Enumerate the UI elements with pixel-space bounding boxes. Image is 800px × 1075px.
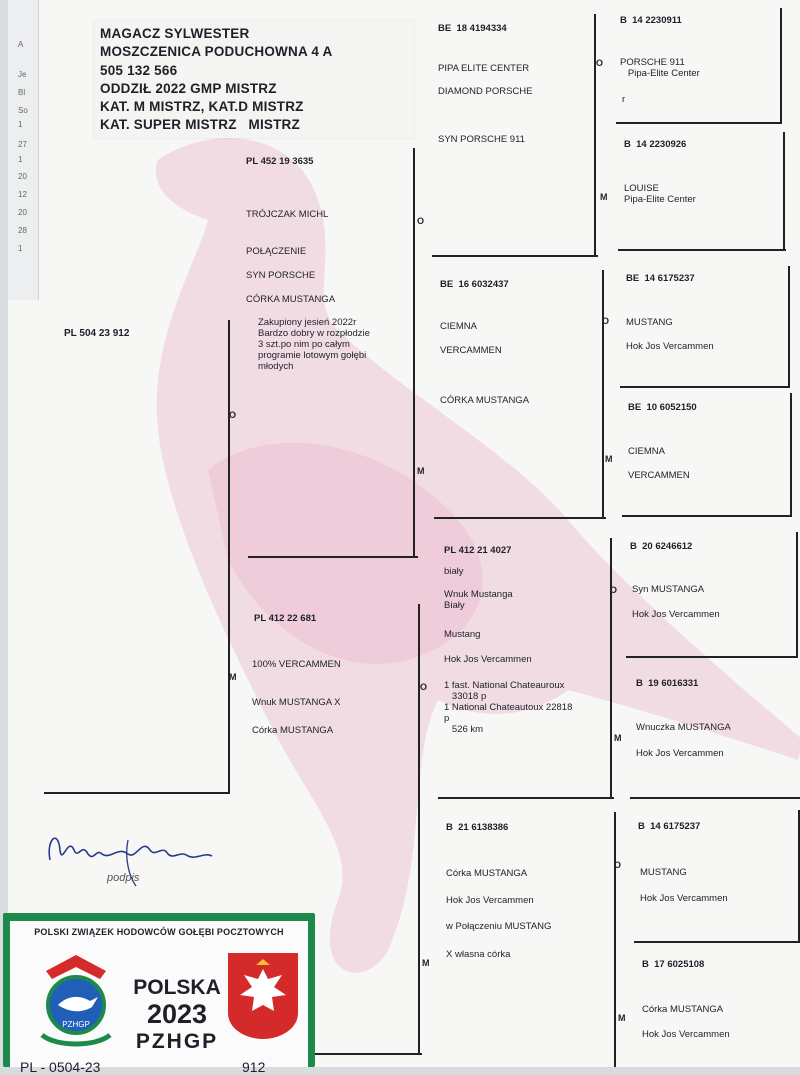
mmm-ring: B 17 6025108 [642,959,705,970]
card-year: 2023 [146,999,208,1029]
mfm-marker: M [614,733,622,743]
fm-ring: BE 16 6032437 [440,279,509,290]
fmf-text: Hok Jos Vercammen [626,341,714,352]
signature-label: podpis [107,872,140,884]
father-text: SYN PORSCHE [246,270,316,281]
bracket-line [438,797,614,799]
pedigree-sheet [8,0,800,1067]
bracket-line [634,941,800,943]
mother-text: Córka MUSTANGA [252,725,334,736]
ff-text: SYN PORSCHE 911 [438,134,525,145]
bracket-line [622,515,792,517]
bracket-line [780,8,782,124]
ffm-ring: B 14 2230926 [624,139,687,150]
mf-text: biały [444,566,464,577]
mfm-text: Wnuczka MUSTANGA [636,722,731,733]
breeder-title: ODDZIŁ 2022 GMP MISTRZ [100,81,277,96]
under-text: 20 [18,208,27,217]
under-text: So [18,106,28,115]
fff-text: r [622,94,626,105]
mmf-marker: O [614,860,622,870]
breeder-title: KAT. M MISTRZ, KAT.D MISTRZ [100,99,304,114]
pigeon-ring: PL 504 23 912 [64,328,130,339]
fmm-ring: BE 10 6052150 [628,402,697,413]
under-text: 1 [18,155,23,164]
under-text: Bl [18,88,26,97]
bracket-line [44,792,230,794]
fmm-text: CIEMNA [628,446,665,457]
breeder-phone: 505 132 566 [100,63,178,78]
bracket-line [616,122,782,124]
fm-text: CÓRKA MUSTANGA [440,395,530,406]
ff-ring: BE 18 4194334 [438,23,507,34]
mf-ring: PL 412 21 4027 [444,545,512,556]
mf-marker: O [420,682,428,692]
under-text: 1 [18,244,23,253]
ffm-marker: M [600,192,608,202]
ffm-text: LOUISE Pipa-Elite Center [624,183,696,205]
mother-text: Wnuk MUSTANGA X [252,697,341,708]
mf-text: Hok Jos Vercammen [444,654,532,665]
pzhgp-card [3,913,315,1075]
bracket-line [783,132,785,251]
mother-ring: PL 412 22 681 [254,613,317,624]
pzhgp-logo-icon [28,943,124,1055]
mm-text: X własna córka [446,949,511,960]
mf-text: Wnuk Mustanga Biały [444,589,513,611]
eagle-emblem-icon [226,951,300,1041]
mmf-text: Hok Jos Vercammen [640,893,728,904]
mff-text: Hok Jos Vercammen [632,609,720,620]
mother-marker: M [229,672,237,682]
card-title: POLSKI ZWIĄZEK HODOWCÓW GOŁĘBI POCZTOWYCH [34,927,284,937]
ring-prefix: PL - 0504-23 [20,1059,101,1075]
underlying-page-edge [8,0,39,300]
bracket-line [788,266,790,388]
ff-marker: O [417,216,425,226]
bracket-line [614,812,616,1067]
card-country: POLSKA [133,976,221,999]
breeder-name: MAGACZ SYLWESTER [100,26,250,41]
fm-text: CIEMNA [440,321,477,332]
breeder-title: KAT. SUPER MISTRZ MISTRZ [100,117,300,132]
mfm-ring: B 19 6016331 [636,678,699,689]
fff-ring: B 14 2230911 [620,15,682,26]
pigeon-watermark [8,0,800,1067]
father-text: CÓRKA MUSTANGA [246,294,336,305]
breeder-address: MOSZCZENICA PODUCHOWNA 4 A [100,44,333,59]
mf-text: Mustang [444,629,481,640]
under-text: 28 [18,226,27,235]
mother-text: 100% VERCAMMEN [252,659,341,670]
fmm-marker: M [605,454,613,464]
bracket-line [618,249,786,251]
bracket-line [610,538,612,799]
under-text: 1 [18,120,23,129]
mmm-text: Córka MUSTANGA [642,1004,724,1015]
mm-ring: B 21 6138386 [446,822,509,833]
father-text: TRÓJCZAK MICHL [246,209,329,220]
mmm-marker: M [618,1013,626,1023]
father-marker: O [229,410,237,420]
fff-marker: O [596,58,604,68]
mfm-text: Hok Jos Vercammen [636,748,724,759]
bracket-line [432,255,598,257]
breeder-info [94,20,414,138]
father-note: Zakupiony jesień 2022r Bardzo dobry w rozpłodzie 3 szt.po nim po całym programie lotowym gołębi młodych [258,317,370,372]
mff-marker: O [610,585,618,595]
mff-ring: B 20 6246612 [630,541,693,552]
logo-text: PZHGP [62,1020,90,1029]
bracket-line [630,797,800,799]
bracket-line [413,148,415,558]
under-text: A [18,40,24,49]
mm-text: Hok Jos Vercammen [446,895,534,906]
mmf-text: MUSTANG [640,867,687,878]
ff-text: DIAMOND PORSCHE [438,86,533,97]
mmm-text: Hok Jos Vercammen [642,1029,730,1040]
fmf-ring: BE 14 6175237 [626,273,695,284]
bracket-line [790,393,792,517]
bracket-line [228,320,230,794]
under-text: 20 [18,172,27,181]
bracket-line [620,386,790,388]
fm-text: VERCAMMEN [440,345,502,356]
mm-text: w Połączeniu MUSTANG [446,921,552,932]
fmm-text: VERCAMMEN [628,470,690,481]
bracket-line [248,556,418,558]
ff-text: PIPA ELITE CENTER [438,63,530,74]
fff-text: PORSCHE 911 Pipa-Elite Center [620,57,700,79]
bracket-line [594,14,596,257]
bracket-line [602,270,604,519]
fmf-text: MUSTANG [626,317,673,328]
bracket-line [418,604,420,1055]
bracket-line [796,532,798,658]
bracket-line [626,656,798,658]
bracket-line [434,517,606,519]
father-ring: PL 452 19 3635 [246,156,314,167]
fm-marker: M [417,466,425,476]
ring-number: 912 [242,1059,266,1075]
father-text: POŁĄCZENIE [246,246,307,257]
mf-result: 1 fast. National Chateauroux 33018 p 1 National Chateautoux 22818 p 526 km [444,680,573,735]
mmf-ring: B 14 6175237 [638,821,701,832]
mff-text: Syn MUSTANGA [632,584,705,595]
under-text: 27 [18,140,27,149]
card-org: PZHGP [135,1030,219,1053]
under-text: 12 [18,190,27,199]
fmf-marker: O [602,316,610,326]
mm-marker: M [422,958,430,968]
under-text: Je [18,70,27,79]
mm-text: Córka MUSTANGA [446,868,528,879]
